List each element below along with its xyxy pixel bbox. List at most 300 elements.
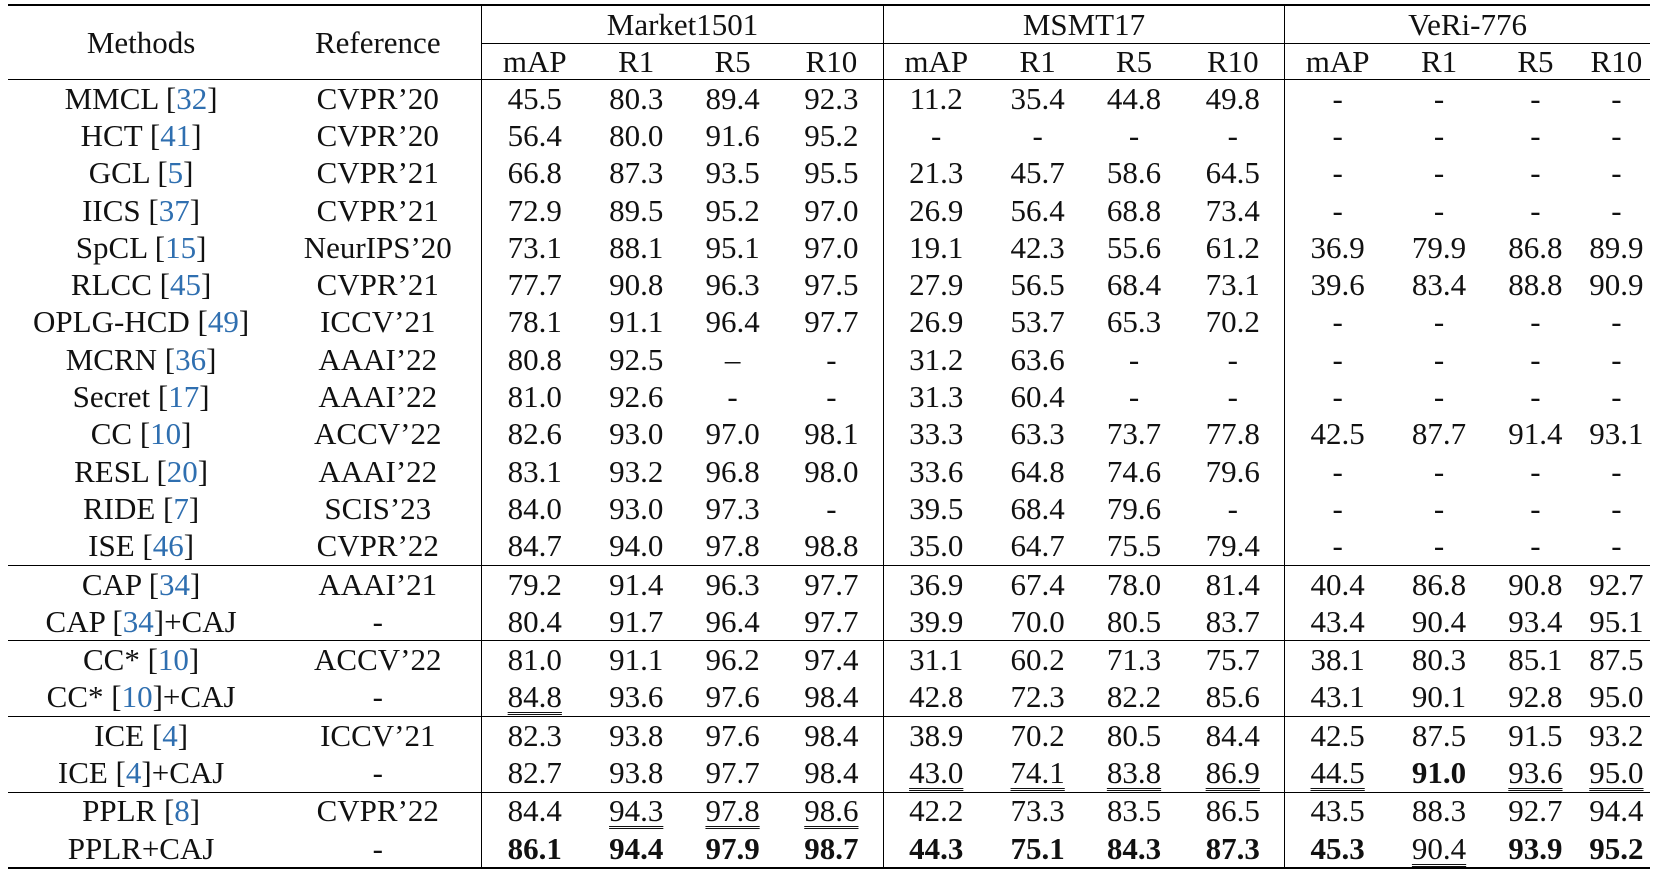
- value-cell: [1488, 717, 1583, 755]
- citation-link: 4: [162, 717, 178, 753]
- citation-link: 34: [159, 566, 191, 602]
- value-cell: [482, 80, 587, 118]
- value-text: 96.8: [705, 453, 760, 489]
- value-text: 95.0: [1589, 679, 1644, 715]
- header-metric: R10: [1181, 44, 1284, 80]
- value-text: 70.2: [1205, 304, 1260, 340]
- value-text: 79.4: [1205, 528, 1260, 564]
- value-text: 77.8: [1205, 416, 1260, 452]
- reference-cell: CVPR’21: [316, 192, 439, 228]
- value-text: -: [1332, 155, 1343, 191]
- value-cell: [587, 679, 685, 717]
- value-cell: [685, 717, 780, 755]
- value-cell: [1181, 565, 1284, 603]
- value-text: 80.8: [507, 341, 562, 377]
- value-cell: [1583, 490, 1650, 527]
- value-text: 26.9: [909, 304, 964, 340]
- value-cell: [685, 641, 780, 679]
- value-cell: [482, 378, 587, 415]
- method-name-part: CAP [: [81, 566, 160, 602]
- value-cell: [1583, 717, 1650, 755]
- value-cell: [1488, 792, 1583, 830]
- value-text: 81.0: [507, 642, 562, 678]
- value-cell: [587, 304, 685, 341]
- value-text: 44.3: [909, 830, 964, 866]
- value-cell: [587, 641, 685, 679]
- value-cell: [1181, 830, 1284, 868]
- method-cell: [8, 830, 274, 868]
- value-cell: [587, 341, 685, 378]
- value-text: 97.8: [705, 793, 760, 829]
- header-metric: R10: [1583, 44, 1650, 80]
- value-cell: [1488, 754, 1583, 792]
- method-name-part: RLCC [: [70, 267, 170, 303]
- value-cell: [780, 416, 883, 453]
- value-text: 42.5: [1310, 416, 1365, 452]
- value-cell: [1087, 416, 1182, 453]
- value-text: -: [1611, 80, 1622, 116]
- value-text: 79.2: [507, 566, 562, 602]
- value-cell: [1488, 341, 1583, 378]
- value-text: 80.3: [1411, 642, 1467, 678]
- method-cell: [8, 155, 274, 192]
- value-cell: [685, 565, 780, 603]
- method-name-part: CAP [: [45, 603, 123, 639]
- value-text: 43.5: [1310, 793, 1365, 829]
- value-cell: [1488, 80, 1583, 118]
- value-text: 92.7: [1589, 566, 1644, 602]
- value-text: 84.0: [507, 490, 562, 526]
- header-dataset-msmt17: MSMT17: [883, 5, 1284, 44]
- value-text: -: [1530, 192, 1541, 228]
- row-group: [8, 80, 1650, 566]
- value-text: 43.4: [1310, 603, 1365, 639]
- value-text: 53.7: [1010, 304, 1065, 340]
- value-cell: [1488, 304, 1583, 341]
- value-cell: [883, 641, 988, 679]
- value-cell: [780, 192, 883, 229]
- citation-link: 34: [122, 603, 154, 639]
- value-text: 93.2: [609, 453, 664, 489]
- value-cell: [1285, 679, 1390, 717]
- method-cell: [8, 490, 274, 527]
- value-cell: [685, 229, 780, 266]
- value-text: 78.1: [507, 304, 562, 340]
- value-cell: [1285, 341, 1390, 378]
- value-text: 83.8: [1106, 754, 1162, 790]
- value-cell: [989, 565, 1087, 603]
- value-text: 63.3: [1010, 416, 1065, 452]
- value-text: -: [1611, 155, 1622, 191]
- value-text: 97.5: [804, 267, 859, 303]
- reference-cell: CVPR’21: [316, 155, 439, 191]
- value-text: 93.1: [1589, 416, 1644, 452]
- value-text: 91.7: [609, 603, 664, 639]
- value-cell: [989, 304, 1087, 341]
- value-cell: [482, 304, 587, 341]
- method-name-part: ]+CAJ: [141, 754, 225, 790]
- value-cell: [685, 754, 780, 792]
- value-cell: [1488, 453, 1583, 490]
- row-group: [8, 565, 1650, 641]
- value-cell: [482, 792, 587, 830]
- value-text: 94.0: [609, 528, 664, 564]
- method-name-part: SpCL [: [75, 229, 166, 265]
- value-text: -: [1227, 379, 1238, 415]
- header-metric: R1: [1390, 44, 1488, 80]
- header-metric: mAP: [1285, 44, 1390, 80]
- value-cell: [482, 830, 587, 868]
- method-name-part: ]: [188, 642, 200, 678]
- value-text: -: [1530, 304, 1541, 340]
- value-cell: [1087, 304, 1182, 341]
- value-text: -: [1227, 341, 1238, 377]
- value-cell: [1087, 679, 1182, 717]
- value-cell: [685, 792, 780, 830]
- value-text: 93.2: [1589, 717, 1644, 753]
- value-text: 56.5: [1010, 267, 1065, 303]
- value-cell: [685, 80, 780, 118]
- value-text: 91.1: [609, 304, 664, 340]
- value-cell: [1390, 528, 1488, 566]
- value-text: 97.0: [804, 192, 859, 228]
- value-text: 36.9: [909, 566, 964, 602]
- value-cell: [1285, 792, 1390, 830]
- table-row: [8, 192, 1650, 229]
- value-cell: [1390, 717, 1488, 755]
- reference-cell: CVPR’21: [316, 267, 439, 303]
- value-text: 73.7: [1106, 416, 1162, 452]
- citation-link: 41: [160, 117, 192, 153]
- value-text: 42.5: [1310, 717, 1365, 753]
- value-cell: [780, 490, 883, 527]
- value-text: -: [931, 117, 942, 153]
- value-text: 78.0: [1106, 566, 1162, 602]
- value-cell: [780, 80, 883, 118]
- value-text: 72.3: [1010, 679, 1065, 715]
- value-cell: [1488, 155, 1583, 192]
- header-metric: R1: [989, 44, 1087, 80]
- value-text: 92.3: [804, 80, 859, 116]
- value-cell: [780, 453, 883, 490]
- value-cell: [685, 117, 780, 154]
- value-text: -: [1332, 453, 1343, 489]
- value-text: -: [1433, 80, 1445, 116]
- value-text: -: [826, 379, 837, 415]
- value-cell: [685, 453, 780, 490]
- value-cell: [587, 754, 685, 792]
- value-cell: [1181, 192, 1284, 229]
- value-text: 90.9: [1589, 267, 1644, 303]
- value-cell: [883, 528, 988, 566]
- value-cell: [1488, 490, 1583, 527]
- value-text: 90.1: [1411, 679, 1467, 715]
- value-text: -: [1530, 490, 1541, 526]
- method-cell: [8, 453, 274, 490]
- value-cell: [780, 528, 883, 566]
- value-cell: [780, 266, 883, 303]
- value-cell: [883, 565, 988, 603]
- value-cell: [587, 453, 685, 490]
- value-cell: [1181, 528, 1284, 566]
- value-cell: [1390, 679, 1488, 717]
- value-text: 38.1: [1310, 642, 1365, 678]
- value-text: 31.2: [909, 341, 964, 377]
- value-text: 84.3: [1106, 830, 1162, 866]
- value-text: 73.1: [1205, 267, 1260, 303]
- value-cell: [587, 266, 685, 303]
- value-text: 44.5: [1310, 754, 1365, 790]
- value-cell: [1583, 603, 1650, 641]
- reference-cell: -: [372, 830, 383, 866]
- value-cell: [1087, 603, 1182, 641]
- citation-link: 7: [173, 490, 189, 526]
- value-text: 60.4: [1010, 379, 1065, 415]
- reference-cell: AAAI’22: [318, 453, 438, 489]
- value-cell: [1087, 565, 1182, 603]
- value-text: 42.3: [1010, 229, 1065, 265]
- value-text: 86.8: [1411, 566, 1467, 602]
- method-cell: [8, 754, 274, 792]
- value-text: 86.8: [1508, 229, 1563, 265]
- value-cell: [1087, 754, 1182, 792]
- citation-link: 5: [167, 155, 184, 191]
- value-text: 93.9: [1508, 830, 1563, 866]
- value-cell: [1285, 453, 1390, 490]
- value-cell: [1181, 416, 1284, 453]
- value-cell: [780, 565, 883, 603]
- value-text: 98.4: [804, 679, 859, 715]
- value-text: -: [1433, 379, 1445, 415]
- value-text: 58.6: [1106, 155, 1162, 191]
- table-row: [8, 117, 1650, 154]
- value-text: -: [1611, 341, 1622, 377]
- value-text: 98.1: [804, 416, 859, 452]
- value-text: 89.9: [1589, 229, 1644, 265]
- header-dataset-market1501: Market1501: [482, 5, 883, 44]
- value-cell: [1285, 528, 1390, 566]
- table-row: [8, 155, 1650, 192]
- value-text: -: [1128, 379, 1140, 415]
- value-cell: [1390, 453, 1488, 490]
- value-cell: [883, 416, 988, 453]
- value-cell: [1087, 341, 1182, 378]
- value-cell: [1285, 603, 1390, 641]
- value-cell: [1583, 341, 1650, 378]
- method-name-part: MMCL [: [64, 80, 177, 116]
- value-text: 85.1: [1508, 642, 1563, 678]
- method-name-part: ]: [189, 192, 201, 228]
- value-text: 89.4: [705, 80, 760, 116]
- method-name-part: ]: [177, 717, 189, 753]
- value-cell: [482, 117, 587, 154]
- value-text: -: [1530, 528, 1541, 564]
- value-text: -: [1611, 192, 1622, 228]
- method-name-part: ICE [: [57, 754, 126, 790]
- value-cell: [482, 266, 587, 303]
- value-cell: [482, 416, 587, 453]
- value-text: -: [1611, 304, 1622, 340]
- value-text: 97.9: [705, 830, 760, 866]
- value-cell: [1181, 490, 1284, 527]
- method-name-part: ]: [188, 490, 200, 526]
- citation-link: 20: [166, 453, 198, 489]
- value-text: -: [1332, 192, 1343, 228]
- value-cell: [1390, 378, 1488, 415]
- value-cell: [482, 603, 587, 641]
- value-cell: [1285, 641, 1390, 679]
- value-text: 68.4: [1106, 267, 1162, 303]
- value-text: 42.2: [909, 793, 964, 829]
- value-cell: [1583, 117, 1650, 154]
- value-text: 72.9: [507, 192, 562, 228]
- table-header: [8, 5, 1650, 80]
- reference-cell: AAAI’21: [274, 565, 482, 603]
- value-text: -: [1530, 453, 1541, 489]
- value-cell: [1285, 490, 1390, 527]
- value-cell: [685, 490, 780, 527]
- method-name-part: PPLR [: [82, 793, 175, 829]
- value-text: 90.4: [1411, 830, 1467, 866]
- value-cell: [989, 229, 1087, 266]
- value-cell: [1583, 266, 1650, 303]
- value-text: 75.7: [1205, 642, 1260, 678]
- value-text: 64.8: [1010, 453, 1065, 489]
- value-cell: [883, 490, 988, 527]
- value-text: 90.8: [609, 267, 664, 303]
- value-cell: [482, 155, 587, 192]
- value-cell: [883, 754, 988, 792]
- header-metric: R5: [685, 44, 780, 80]
- value-cell: [780, 155, 883, 192]
- value-text: 31.1: [909, 642, 964, 678]
- method-name-part: ]: [206, 341, 217, 377]
- value-cell: [482, 641, 587, 679]
- value-cell: [685, 155, 780, 192]
- value-text: 97.4: [804, 642, 859, 678]
- value-cell: [1583, 80, 1650, 118]
- value-text: 94.4: [1589, 793, 1644, 829]
- value-cell: [587, 603, 685, 641]
- value-text: 93.8: [609, 717, 664, 753]
- value-cell: [1390, 830, 1488, 868]
- value-cell: [1583, 155, 1650, 192]
- value-text: 38.9: [909, 717, 964, 753]
- value-text: 92.5: [609, 341, 664, 377]
- value-text: 95.2: [705, 192, 760, 228]
- reference-cell: -: [372, 603, 383, 639]
- value-text: –: [724, 341, 741, 377]
- value-cell: [1390, 80, 1488, 118]
- value-cell: [1087, 192, 1182, 229]
- value-text: -: [1433, 117, 1445, 153]
- value-text: 92.8: [1508, 679, 1563, 715]
- method-name-part: RIDE [: [82, 490, 174, 526]
- value-text: 90.4: [1411, 603, 1467, 639]
- value-cell: [780, 679, 883, 717]
- value-text: -: [1611, 490, 1622, 526]
- value-cell: [780, 754, 883, 792]
- table-row: [8, 717, 1650, 755]
- table-row: [8, 565, 1650, 603]
- value-text: 77.7: [507, 267, 562, 303]
- value-cell: [989, 192, 1087, 229]
- header-metric: R10: [780, 44, 883, 80]
- table-row: [8, 603, 1650, 641]
- value-cell: [587, 192, 685, 229]
- value-text: 75.1: [1010, 830, 1065, 866]
- value-text: 45.5: [507, 80, 562, 116]
- value-text: 39.5: [909, 490, 964, 526]
- value-text: -: [1530, 155, 1541, 191]
- value-cell: [1583, 679, 1650, 717]
- value-cell: [1181, 792, 1284, 830]
- value-cell: [1583, 378, 1650, 415]
- value-text: 33.3: [909, 416, 964, 452]
- value-cell: [1583, 528, 1650, 566]
- value-cell: [1181, 266, 1284, 303]
- reference-cell: NeurIPS’20: [303, 229, 452, 265]
- table-row: [8, 528, 1650, 566]
- value-cell: [883, 266, 988, 303]
- method-name-part: ]: [197, 453, 209, 489]
- table-row: [8, 416, 1650, 453]
- value-cell: [780, 641, 883, 679]
- value-text: 98.4: [804, 717, 859, 753]
- value-text: 93.5: [705, 155, 760, 191]
- method-cell: [8, 378, 274, 415]
- value-text: 83.5: [1106, 793, 1162, 829]
- value-text: 43.0: [909, 754, 964, 790]
- value-cell: [482, 528, 587, 566]
- method-name-part: ]: [183, 528, 195, 564]
- citation-link: 10: [157, 642, 189, 678]
- method-name-part: ICE [: [94, 717, 163, 753]
- value-text: 89.5: [609, 192, 664, 228]
- value-text: 88.8: [1508, 267, 1563, 303]
- citation-link: 10: [121, 679, 153, 715]
- value-text: 95.0: [1589, 754, 1644, 790]
- method-name-part: ]+CAJ: [152, 679, 236, 715]
- value-text: -: [1433, 192, 1445, 228]
- value-cell: [1285, 830, 1390, 868]
- value-text: -: [1433, 453, 1445, 489]
- value-text: -: [1227, 117, 1238, 153]
- method-name-part: Secret [: [72, 379, 169, 415]
- method-name-part: GCL [: [88, 155, 168, 191]
- value-text: -: [1332, 528, 1343, 564]
- value-cell: [1087, 792, 1182, 830]
- table-row: [8, 229, 1650, 266]
- value-text: 91.1: [609, 642, 664, 678]
- value-cell: [685, 304, 780, 341]
- value-cell: [1583, 565, 1650, 603]
- value-cell: [1181, 229, 1284, 266]
- reference-cell: CVPR’22: [316, 528, 439, 564]
- value-cell: [1285, 378, 1390, 415]
- value-cell: [482, 679, 587, 717]
- value-text: 65.3: [1106, 304, 1162, 340]
- value-cell: [1583, 416, 1650, 453]
- value-text: 68.8: [1106, 192, 1162, 228]
- value-text: 67.4: [1010, 566, 1065, 602]
- method-name-part: CC* [: [82, 642, 158, 678]
- value-cell: [1390, 416, 1488, 453]
- value-text: 21.3: [909, 155, 964, 191]
- value-cell: [587, 565, 685, 603]
- value-text: 92.6: [609, 379, 664, 415]
- value-cell: [1181, 679, 1284, 717]
